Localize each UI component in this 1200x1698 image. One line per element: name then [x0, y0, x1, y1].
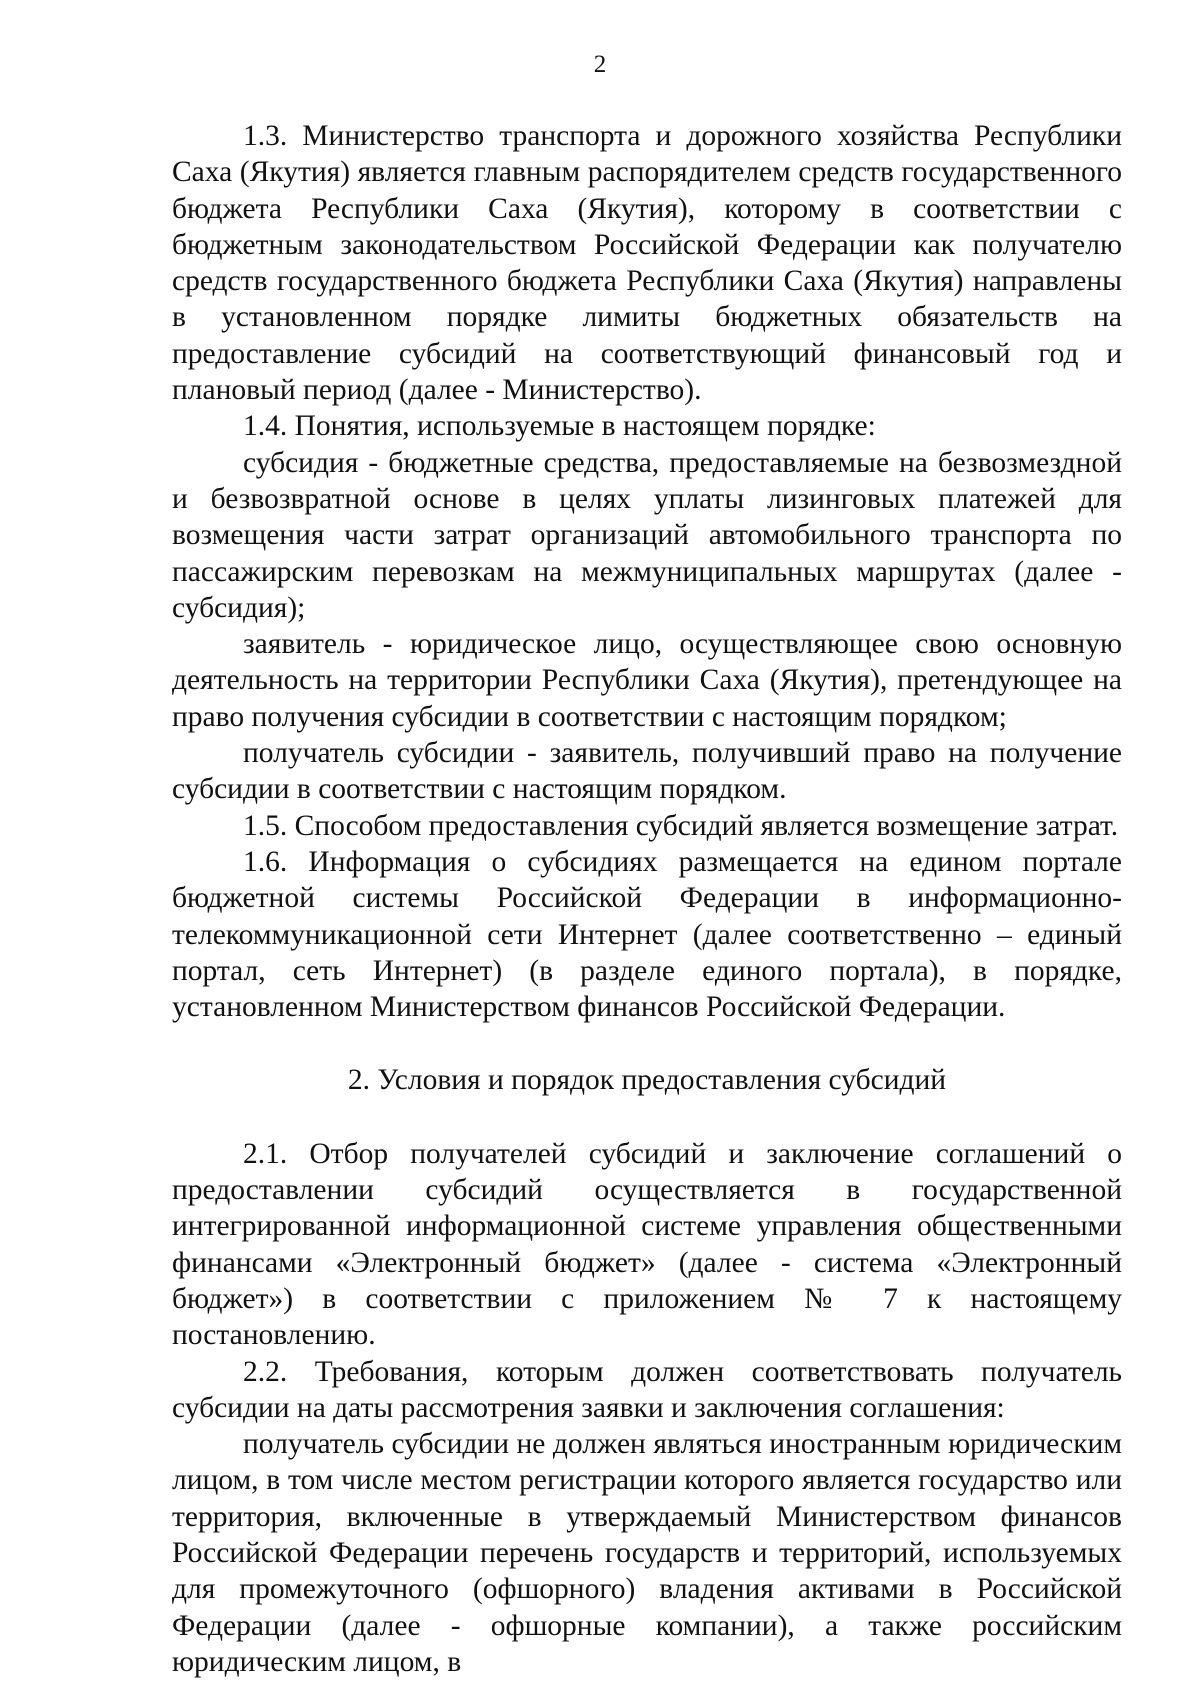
paragraph-1-6: 1.6. Информация о субсидиях размещается на едином портале бюджетной системы Российской Федерации в информационно-телекоммуникационной сети Интернет (далее соответственно – единый портал, сеть Интернет) (в разделе единого портала), в порядке, установленном Министерством финансов Российской Федерации.: [172, 845, 1122, 1024]
definition-applicant: заявитель - юридическое лицо, осуществляющее свою основную деятельность на территории Республики Саха (Якутия), претендующее на право получения субсидии в соответствии с настоящим порядком;: [172, 628, 1122, 733]
definition-subsidy: субсидия - бюджетные средства, предоставляемые на безвозмездной и безвозвратной основе в целях уплаты лизинговых платежей для возмещения части затрат организаций автомобильного транспорта по пассажирским перевозкам на межмуниципальных маршрутах (далее - субсидия);: [172, 446, 1122, 624]
definition-recipient: получатель субсидии - заявитель, получивший право на получение субсидии в соответствии с настоящим порядком.: [172, 737, 1122, 806]
paragraph-1-3: 1.3. Министерство транспорта и дорожного хозяйства Республики Саха (Якутия) является главным распорядителем средств государственного бюджета Республики Саха (Якутия), которому в соответствии с бюджетным законодательством Российской Федерации как получателю средств государственного бюджета Республики Саха (Якутия) направлены в установленном порядке лимиты бюджетных обязательств на предоставление субсидий на соответствующий финансовый год и плановый период (далее - Министерство).: [172, 120, 1122, 407]
section-2-heading: 2. Условия и порядок предоставления субсидий: [347, 1064, 947, 1097]
paragraph-1-4: 1.4. Понятия, используемые в настоящем порядке:: [243, 410, 876, 443]
paragraph-1-5: 1.5. Способом предоставления субсидий является возмещение затрат.: [243, 809, 1119, 842]
paragraph-2-2: 2.2. Требования, которым должен соответствовать получатель субсидии на даты рассмотрения заявки и заключения соглашения:: [172, 1355, 1122, 1424]
document-body: [172, 118, 1122, 1680]
paragraph-2-1: 2.1. Отбор получателей субсидий и заключение соглашений о предоставлении субсидий осуществляется в государственной интегрированной информационной системе управления общественными финансами «Электронный бюджет» (далее - система «Электронный бюджет») в соответствии с приложением № 7 к настоящему постановлению.: [172, 1137, 1122, 1352]
requirement-not-foreign-entity: получатель субсидии не должен являться иностранным юридическим лицом, в том числе местом регистрации которого является государство или территория, включенные в утверждаемый Министерством финансов Российской Федерации перечень государств и территорий, используемых для промежуточного (офшорного) владения активами в Российской Федерации (далее - офшорные компании), а также российским юридическим лицом, в: [172, 1428, 1122, 1678]
page-number: 2: [593, 51, 607, 78]
